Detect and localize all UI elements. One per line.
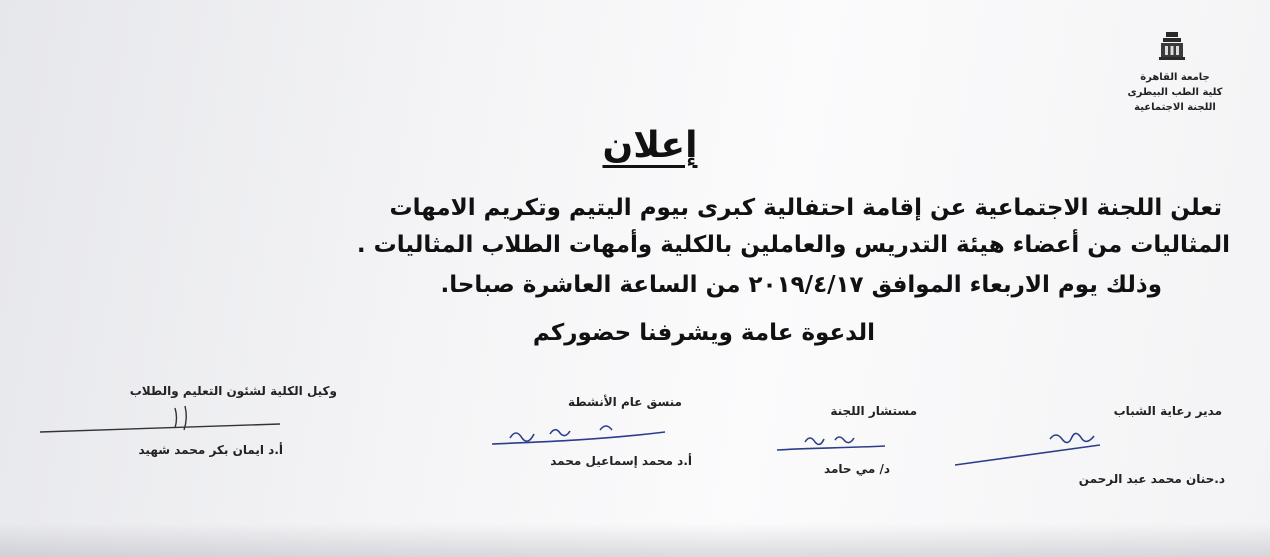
signature-title-committee-advisor: مستشار اللجنة — [830, 404, 917, 418]
handwritten-signature-4 — [35, 400, 285, 445]
signature-title-vice-dean: وكيل الكلية لشئون التعليم والطلاب — [129, 384, 337, 398]
body-line-3: وذلك يوم الاربعاء الموافق ٢٠١٩/٤/١٧ من الساعة العاشرة صباحا. — [440, 272, 1162, 298]
document-title: إعلان — [602, 125, 698, 166]
handwritten-signature-2 — [775, 428, 895, 458]
university-name: جامعة القاهرة — [1140, 72, 1210, 83]
signature-name-committee-advisor: د/ مي حامد — [824, 462, 890, 476]
signature-name-vice-dean: أ.د ايمان بكر محمد شهيد — [138, 443, 283, 457]
signature-title-activities-coordinator: منسق عام الأنشطة — [568, 395, 682, 409]
signature-title-youth-care: مدير رعاية الشباب — [1113, 404, 1222, 418]
body-line-2: المثاليات من أعضاء هيئة التدريس والعاملين بالكلية وأمهات الطلاب المثاليات . — [356, 232, 1230, 258]
committee-name: اللجنة الاجتماعية — [1134, 102, 1216, 113]
signature-name-youth-care: د.حنان محمد عبد الرحمن — [1078, 472, 1225, 486]
handwritten-signature-3 — [490, 418, 670, 450]
faculty-name: كلية الطب البيطرى — [1127, 87, 1223, 98]
handwritten-signature-1 — [950, 425, 1110, 470]
letterhead — [1100, 70, 1250, 115]
signature-name-activities-coordinator: أ.د محمد إسماعيل محمد — [550, 454, 692, 468]
university-emblem-icon — [1157, 30, 1187, 62]
body-line-4: الدعوة عامة ويشرفنا حضوركم — [532, 320, 875, 346]
body-line-1: تعلن اللجنة الاجتماعية عن إقامة احتفالية كبرى بيوم اليتيم وتكريم الامهات — [389, 195, 1222, 221]
